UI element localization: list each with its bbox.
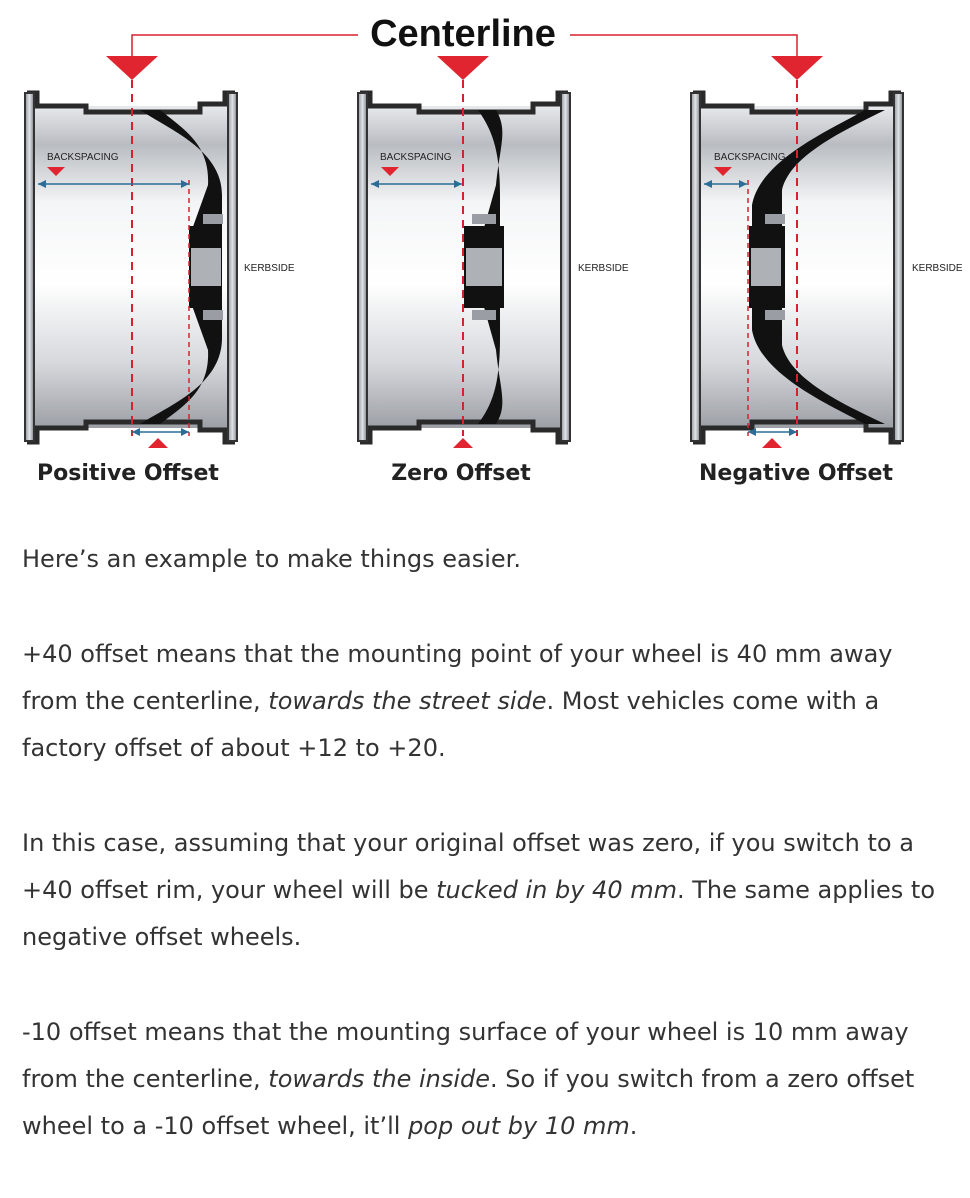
- centerline-connector-left: [132, 35, 358, 58]
- offset-marker-icon: [453, 438, 473, 448]
- paragraph-text: . The same applies to negative offset wheels.: [22, 876, 935, 951]
- paragraph-text: .: [629, 1112, 638, 1140]
- diagram-title: Centerline: [370, 13, 556, 55]
- centerline-connector-right: [570, 35, 797, 58]
- panel-positive-offset: [25, 56, 295, 486]
- wheel-offset-diagram: [0, 0, 970, 500]
- emphasis-text: pop out by 10 mm: [408, 1112, 630, 1140]
- centerline-marker-icon: [106, 56, 158, 80]
- emphasis-text: towards the inside: [268, 1065, 491, 1093]
- centerline-marker-icon: [771, 56, 823, 80]
- offset-marker-icon: [762, 438, 782, 448]
- paragraph-text: -10 offset means that the mounting surface of your wheel is 10 mm away from the centerline,: [22, 1018, 909, 1093]
- paragraph-negative-offset: [22, 1009, 952, 1150]
- paragraph-example: [22, 820, 952, 961]
- emphasis-text: towards the street side: [268, 687, 547, 715]
- panel-negative-offset: [691, 56, 963, 486]
- paragraph-positive-offset: [22, 631, 952, 772]
- paragraph-text: +40 offset means that the mounting point of your wheel is 40 mm away from the centerline,: [22, 640, 893, 715]
- panel-zero-offset: [358, 56, 629, 486]
- panel-caption: Positive Offset: [37, 461, 219, 486]
- kerbside-label: KERBSIDE: [244, 263, 295, 274]
- backspacing-label: BACKSPACING: [47, 152, 119, 163]
- offset-marker-icon: [148, 438, 168, 448]
- paragraph-text: Here’s an example to make things easier.: [22, 545, 521, 573]
- panel-caption: Zero Offset: [391, 461, 531, 486]
- kerbside-label: KERBSIDE: [578, 263, 629, 274]
- centerline-marker-icon: [437, 56, 489, 80]
- paragraph-text: . So if you switch from a zero offset wheel to a -10 offset wheel, it’ll: [22, 1065, 915, 1140]
- backspacing-label: BACKSPACING: [380, 152, 452, 163]
- paragraph-text: In this case, assuming that your original offset was zero, if you switch to a +40 offset rim, your wheel will be: [22, 829, 914, 904]
- kerbside-label: KERBSIDE: [912, 263, 963, 274]
- emphasis-text: tucked in by 40 mm: [436, 876, 677, 904]
- backspacing-label: BACKSPACING: [714, 152, 786, 163]
- panel-caption: Negative Offset: [699, 461, 893, 486]
- paragraph-text: . Most vehicles come with a factory offset of about +12 to +20.: [22, 687, 880, 762]
- paragraph-intro: [22, 536, 952, 583]
- article-body: [22, 536, 952, 1198]
